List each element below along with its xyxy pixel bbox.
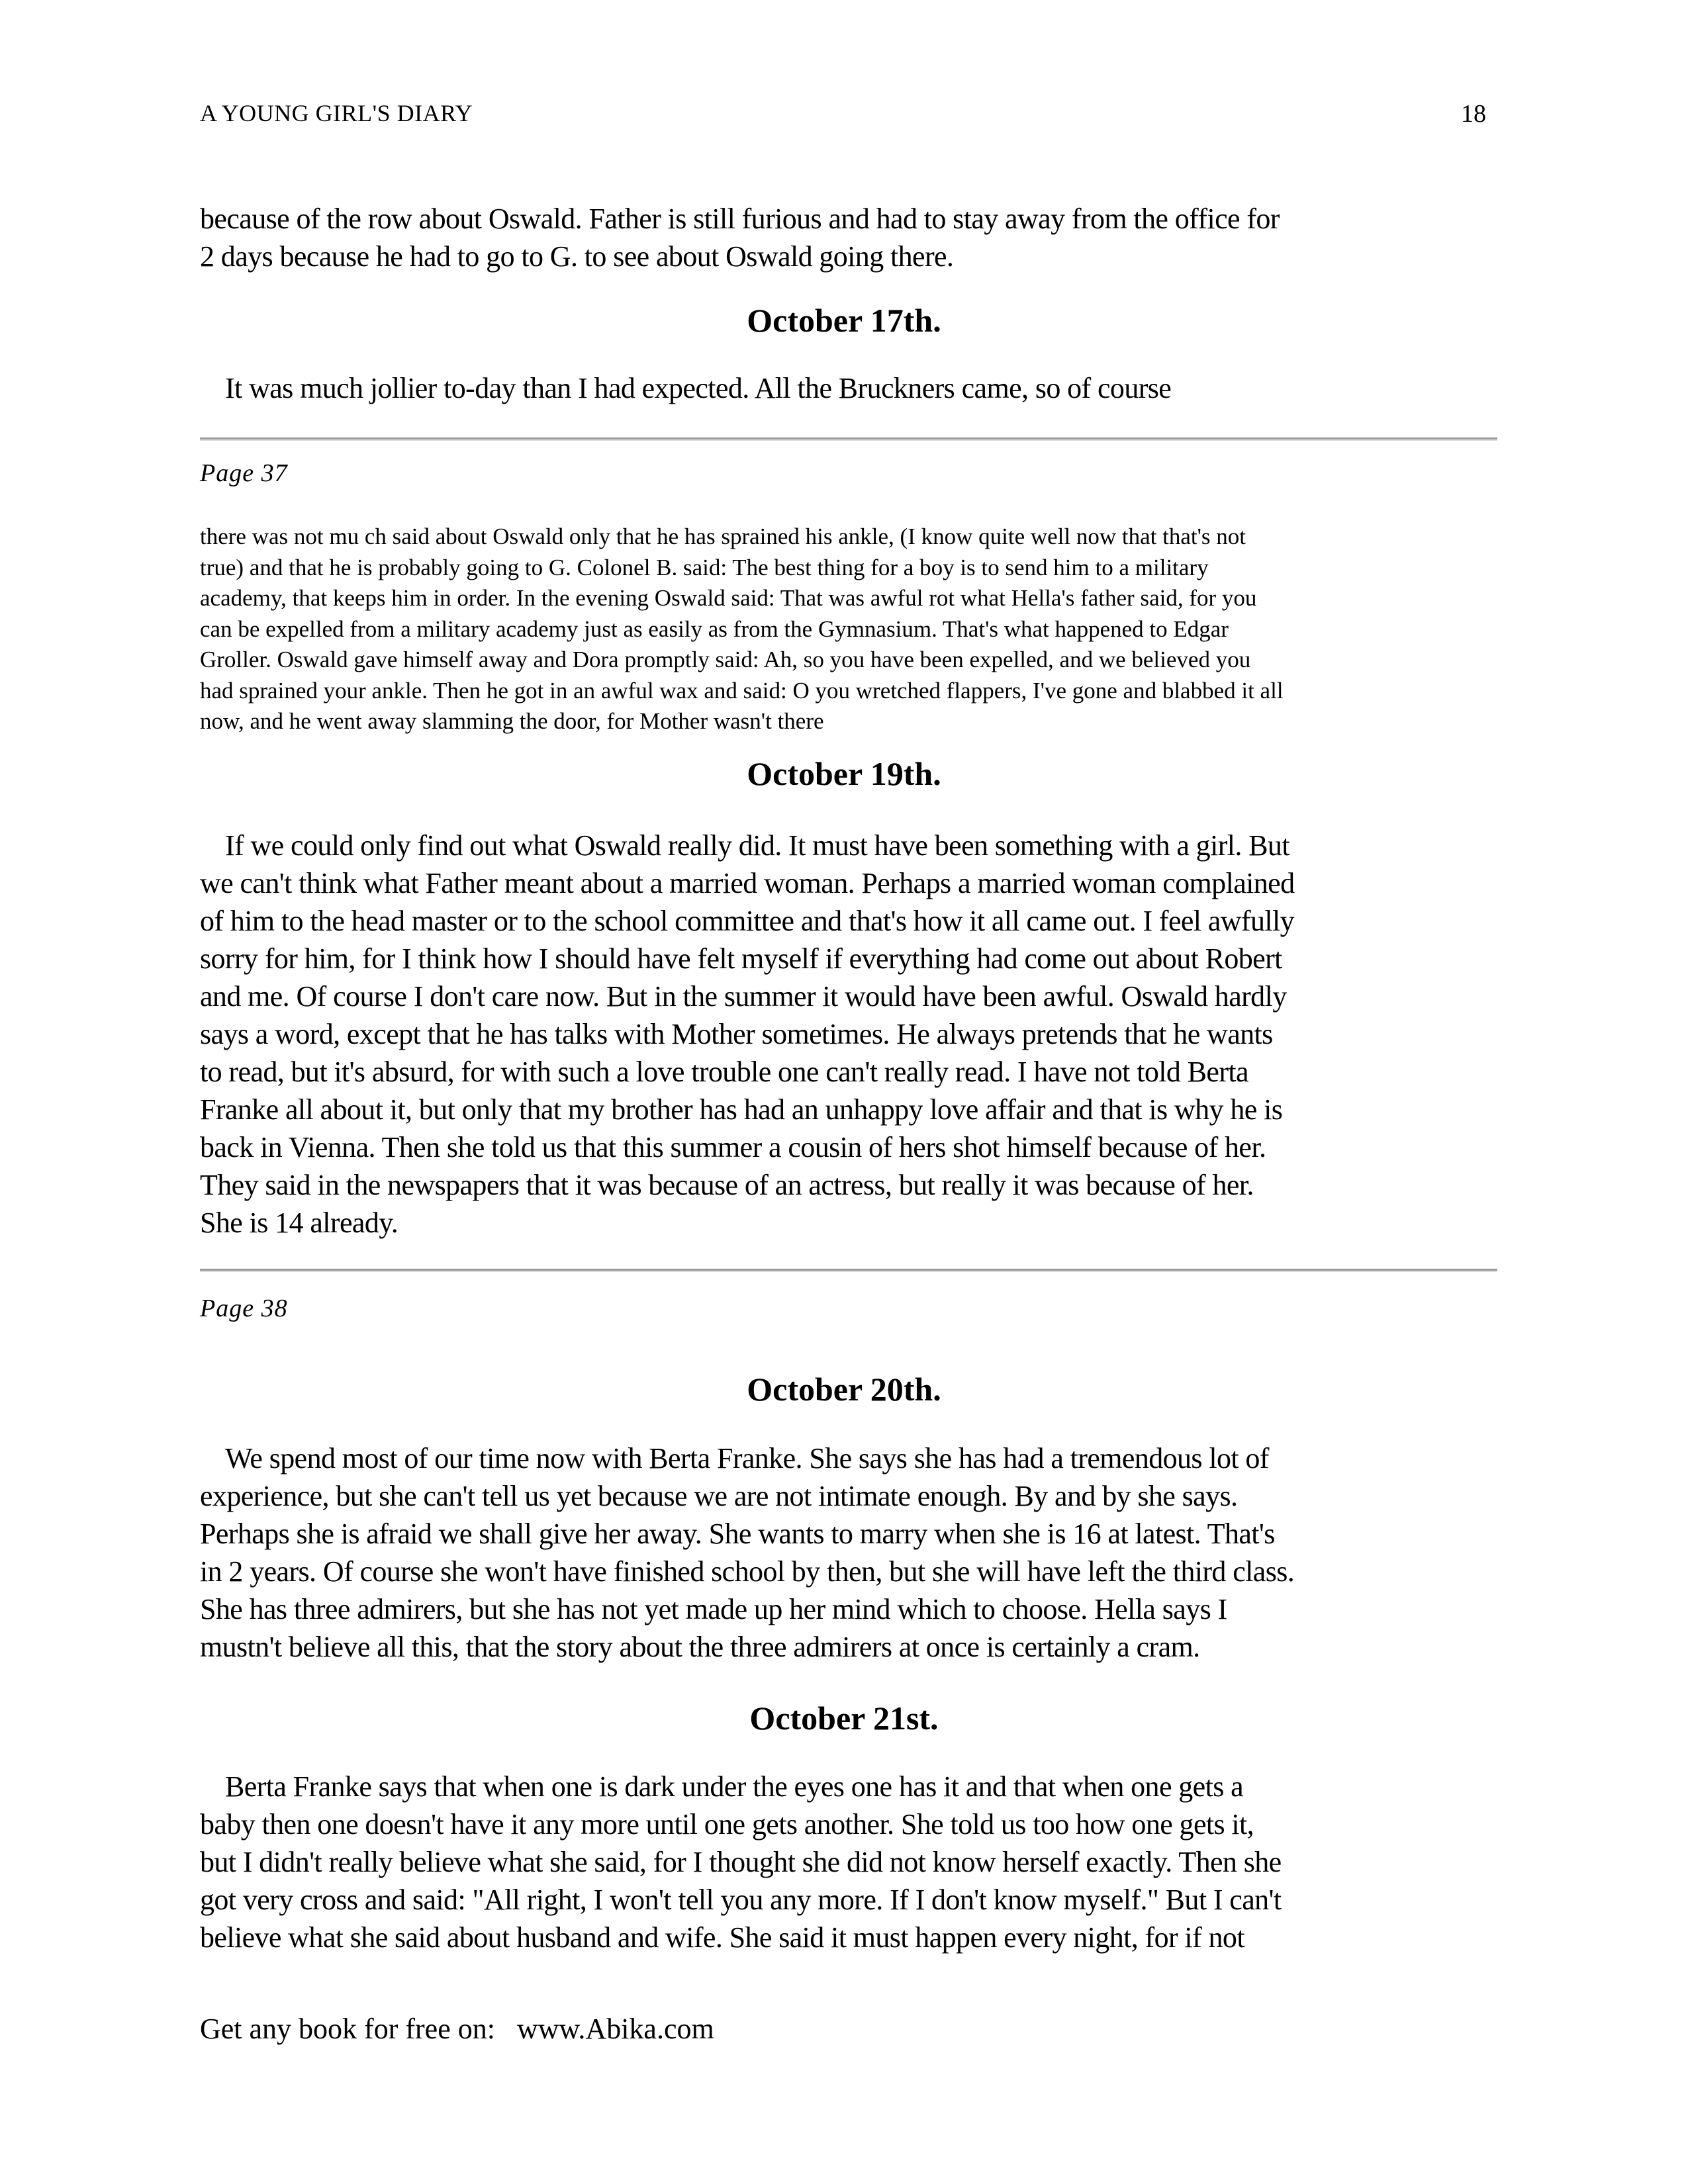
page-marker-38: Page 38: [200, 1295, 288, 1322]
text-line: experience, but she can't tell us yet because we are not intimate enough. By and by she says.: [200, 1480, 1238, 1512]
text-line: believe what she said about husband and wife. She said it must happen every night, for if not: [200, 1921, 1244, 1954]
text-line: Berta Franke says that when one is dark under the eyes one has it and that when one gets a: [225, 1770, 1244, 1803]
text-line: had sprained your ankle. Then he got in an awful wax and said: O you wretched flappers, I've gone and blabbed it all: [200, 677, 1284, 704]
page-break-rule: [200, 437, 1497, 441]
running-header-title: A YOUNG GIRL'S DIARY: [200, 100, 473, 126]
text-line: we can't think what Father meant about a married woman. Perhaps a married woman complained: [200, 867, 1295, 899]
text-line: of him to the head master or to the school committee and that's how it all came out. I feel awfully: [200, 905, 1295, 937]
text-line: Perhaps she is afraid we shall give her away. She wants to marry when she is 16 at latest. That's: [200, 1518, 1275, 1550]
text-line: academy, that keeps him in order. In the evening Oswald said: That was awful rot what Hella's father said, for you: [200, 585, 1257, 611]
text-line: can be expelled from a military academy just as easily as from the Gymnasium. That's what happened to Edgar: [200, 615, 1229, 642]
text-line: She has three admirers, but she has not yet made up her mind which to choose. Hella says I: [200, 1593, 1227, 1625]
entry-oct21-paragraph: [200, 1768, 1282, 1956]
entry-heading-oct19: October 19th.: [747, 755, 941, 792]
page-marker-37: Page 37: [200, 459, 288, 487]
text-line: because of the row about Oswald. Father is still furious and had to stay away from the office for: [200, 203, 1280, 235]
text-line: She is 14 already.: [200, 1206, 399, 1239]
text-line: there was not mu ch said about Oswald only that he has sprained his ankle, (I know quite well now that that's not: [200, 523, 1246, 549]
text-line: now, and he went away slamming the door, for Mother wasn't there: [200, 708, 824, 734]
intro-paragraph: [200, 200, 1280, 275]
footer-promo: Get any book for free on: www.Abika.com: [200, 2013, 714, 2045]
text-line: says a word, except that he has talks with Mother sometimes. He always pretends that he wants: [200, 1018, 1273, 1050]
text-line: back in Vienna. Then she told us that this summer a cousin of hers shot himself because of her.: [200, 1131, 1266, 1163]
text-line: It was much jollier to-day than I had expected. All the Bruckners came, so of course: [225, 372, 1172, 404]
entry-heading-oct17: October 17th.: [747, 302, 941, 339]
entry-oct19-paragraph: [200, 827, 1294, 1242]
text-line: We spend most of our time now with Berta Franke. She says she has had a tremendous lot of: [225, 1442, 1269, 1475]
page-break-rule: [200, 1269, 1497, 1272]
entry-oct17-paragraph: [225, 369, 1171, 407]
text-line: Franke all about it, but only that my brother has had an unhappy love affair and that is why he is: [200, 1093, 1283, 1126]
text-line: true) and that he is probably going to G. Colonel B. said: The best thing for a boy is to send him to a military: [200, 554, 1209, 580]
text-line: in 2 years. Of course she won't have finished school by then, but she will have left the third class.: [200, 1555, 1295, 1588]
entry-oct20-paragraph: [200, 1439, 1294, 1666]
page-number: 18: [1461, 100, 1486, 128]
text-line: and me. Of course I don't care now. But in the summer it would have been awful. Oswald hardly: [200, 980, 1287, 1013]
text-line: baby then one doesn't have it any more until one gets another. She told us too how one gets it,: [200, 1808, 1254, 1841]
text-line: They said in the newspapers that it was because of an actress, but really it was because of her.: [200, 1169, 1254, 1201]
text-line: but I didn't really believe what she said, for I thought she did not know herself exactly. Then she: [200, 1846, 1282, 1878]
entry-heading-oct21: October 21st.: [749, 1700, 939, 1737]
text-line: to read, but it's absurd, for with such a love trouble one can't really read. I have not told Berta: [200, 1056, 1248, 1088]
entry-oct17-continued: [200, 522, 1284, 737]
text-line: If we could only find out what Oswald really did. It must have been something with a girl. But: [225, 829, 1289, 862]
text-line: got very cross and said: "All right, I won't tell you any more. If I don't know myself." But I can't: [200, 1884, 1282, 1916]
text-line: Groller. Oswald gave himself away and Dora promptly said: Ah, so you have been expelled, and we believed you: [200, 647, 1251, 672]
text-line: 2 days because he had to go to G. to see about Oswald going there.: [200, 240, 954, 273]
text-line: sorry for him, for I think how I should have felt myself if everything had come out about Robert: [200, 942, 1282, 975]
text-line: mustn't believe all this, that the story about the three admirers at once is certainly a cram.: [200, 1631, 1200, 1663]
entry-heading-oct20: October 20th.: [747, 1371, 941, 1408]
